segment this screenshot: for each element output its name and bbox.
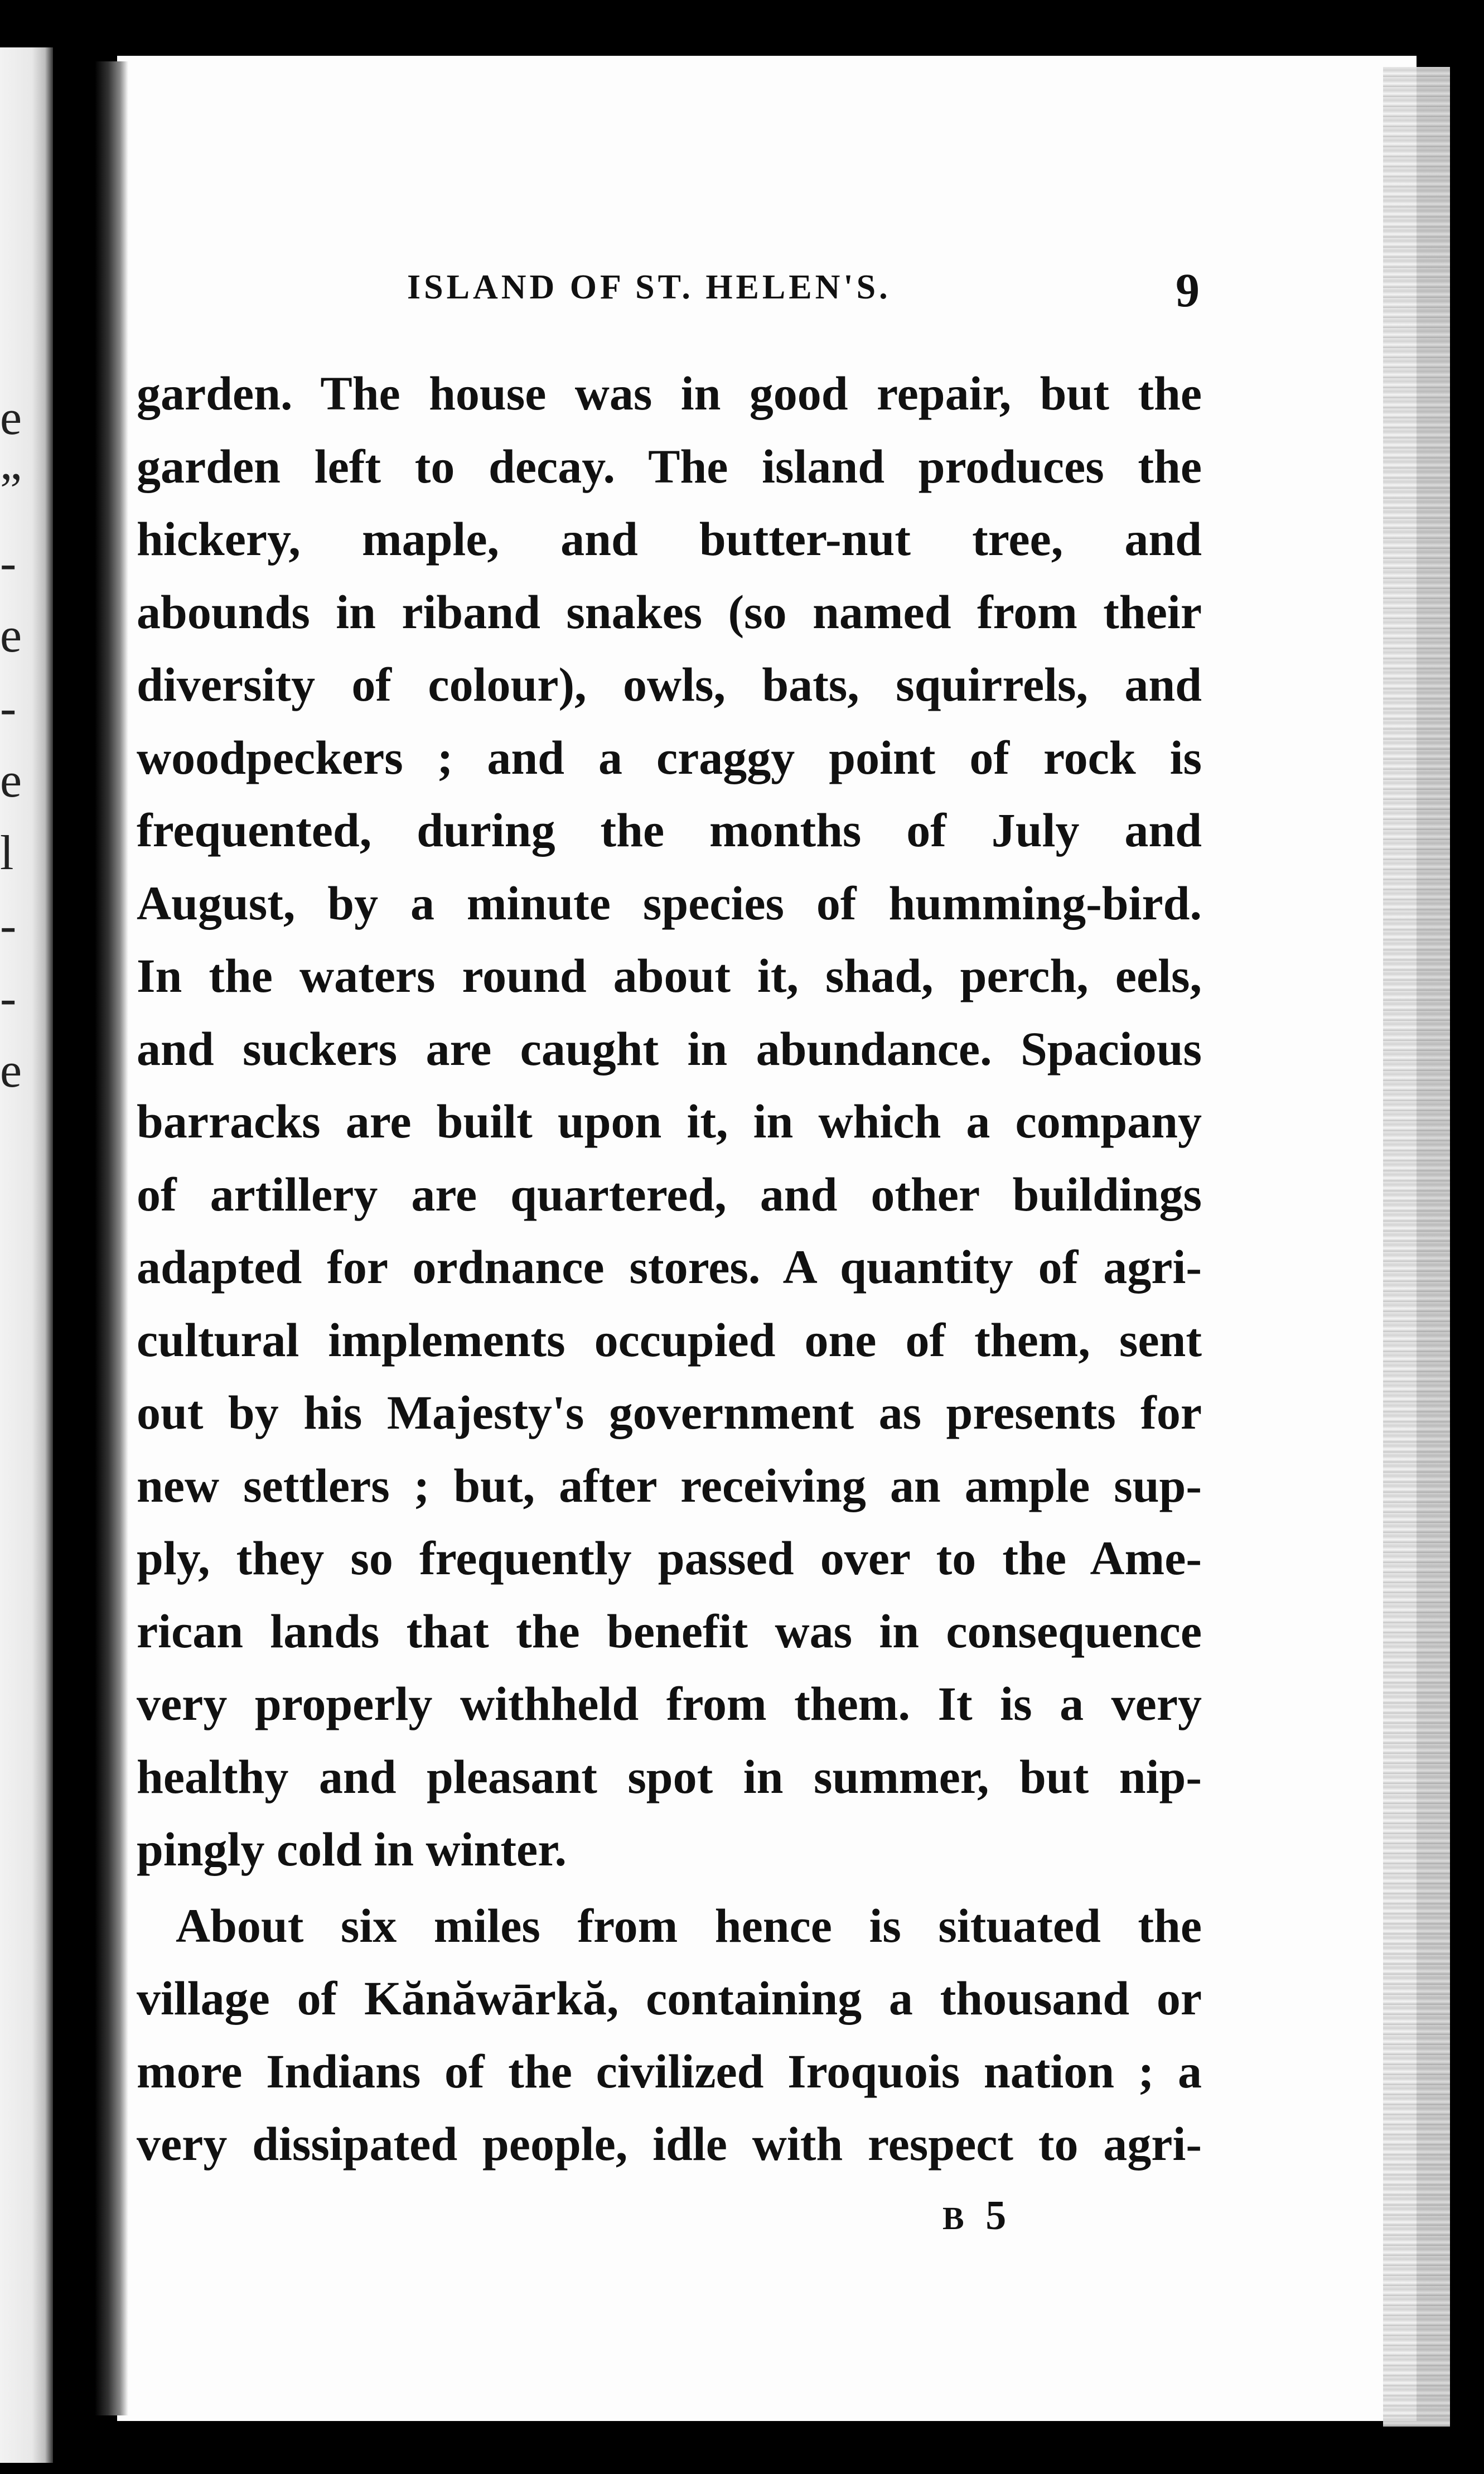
margin-glyph: e xyxy=(0,1044,22,1098)
margin-glyph: - xyxy=(0,536,17,590)
page-gutter-shadow xyxy=(95,61,128,2415)
text-line: of artillery are quartered, and other buildings xyxy=(137,1167,1202,1221)
margin-glyph: - xyxy=(0,899,17,953)
signature-number: 5 xyxy=(985,2193,1012,2239)
margin-glyph: e xyxy=(0,391,22,445)
margin-glyph: - xyxy=(0,971,17,1025)
margin-glyph: - xyxy=(0,681,17,735)
text-line: rican lands that the benefit was in consequence xyxy=(137,1604,1202,1658)
text-line: August, by a minute species of humming-bird. xyxy=(137,876,1202,930)
facing-page-glyphs xyxy=(0,382,22,1107)
running-head: ISLAND OF ST. HELEN'S. xyxy=(407,268,891,306)
text-line: and suckers are caught in abundance. Spacious xyxy=(137,1021,1202,1076)
margin-glyph: l xyxy=(0,826,14,880)
text-line: more Indians of the civilized Iroquois nation ; a xyxy=(137,2044,1202,2098)
body-text xyxy=(137,357,1202,2181)
text-line: very properly withheld from them. It is a very xyxy=(137,1677,1202,1730)
text-line: hickery, maple, and butter-nut tree, and xyxy=(137,512,1202,566)
margin-glyph: ” xyxy=(0,464,22,518)
text-line: out by his Majesty's government as presents for xyxy=(137,1386,1202,1439)
text-line: healthy and pleasant spot in summer, but nip- xyxy=(137,1749,1202,1803)
page-edge-stack xyxy=(1383,67,1450,2427)
signature-letter: B xyxy=(942,2200,970,2236)
text-line: very dissipated people, idle with respect to agri- xyxy=(137,2117,1202,2171)
text-line: woodpeckers ; and a craggy point of rock is xyxy=(137,730,1202,784)
text-line: frequented, during the months of July and xyxy=(137,803,1202,857)
text-line: ply, they so frequently passed over to the Ame- xyxy=(137,1531,1202,1585)
text-line: In the waters round about it, shad, perch, eels, xyxy=(137,949,1202,1002)
facing-page-strip xyxy=(0,47,53,2463)
text-line: abounds in riband snakes (so named from their xyxy=(137,585,1202,639)
margin-glyph: e xyxy=(0,609,22,663)
page-number: 9 xyxy=(1176,263,1200,317)
text-line: cultural implements occupied one of them, sent xyxy=(137,1313,1202,1367)
text-line: pingly cold in winter. xyxy=(137,1822,567,1876)
text-line: adapted for ordnance stores. A quantity of agri- xyxy=(137,1240,1202,1294)
text-line: About six miles from hence is situated the xyxy=(176,1898,1202,1952)
text-line: village of Kănăwārkă, containing a thousand or xyxy=(137,1971,1202,2025)
margin-glyph: e xyxy=(0,754,22,808)
signature-mark xyxy=(942,2192,1012,2240)
text-line: diversity of colour), owls, bats, squirrels, and xyxy=(137,658,1202,711)
text-line: garden left to decay. The island produces the xyxy=(137,439,1202,493)
text-line: barracks are built upon it, in which a company xyxy=(137,1094,1202,1148)
text-line: new settlers ; but, after receiving an ample sup- xyxy=(137,1458,1202,1512)
text-line: garden. The house was in good repair, but the xyxy=(137,366,1202,420)
